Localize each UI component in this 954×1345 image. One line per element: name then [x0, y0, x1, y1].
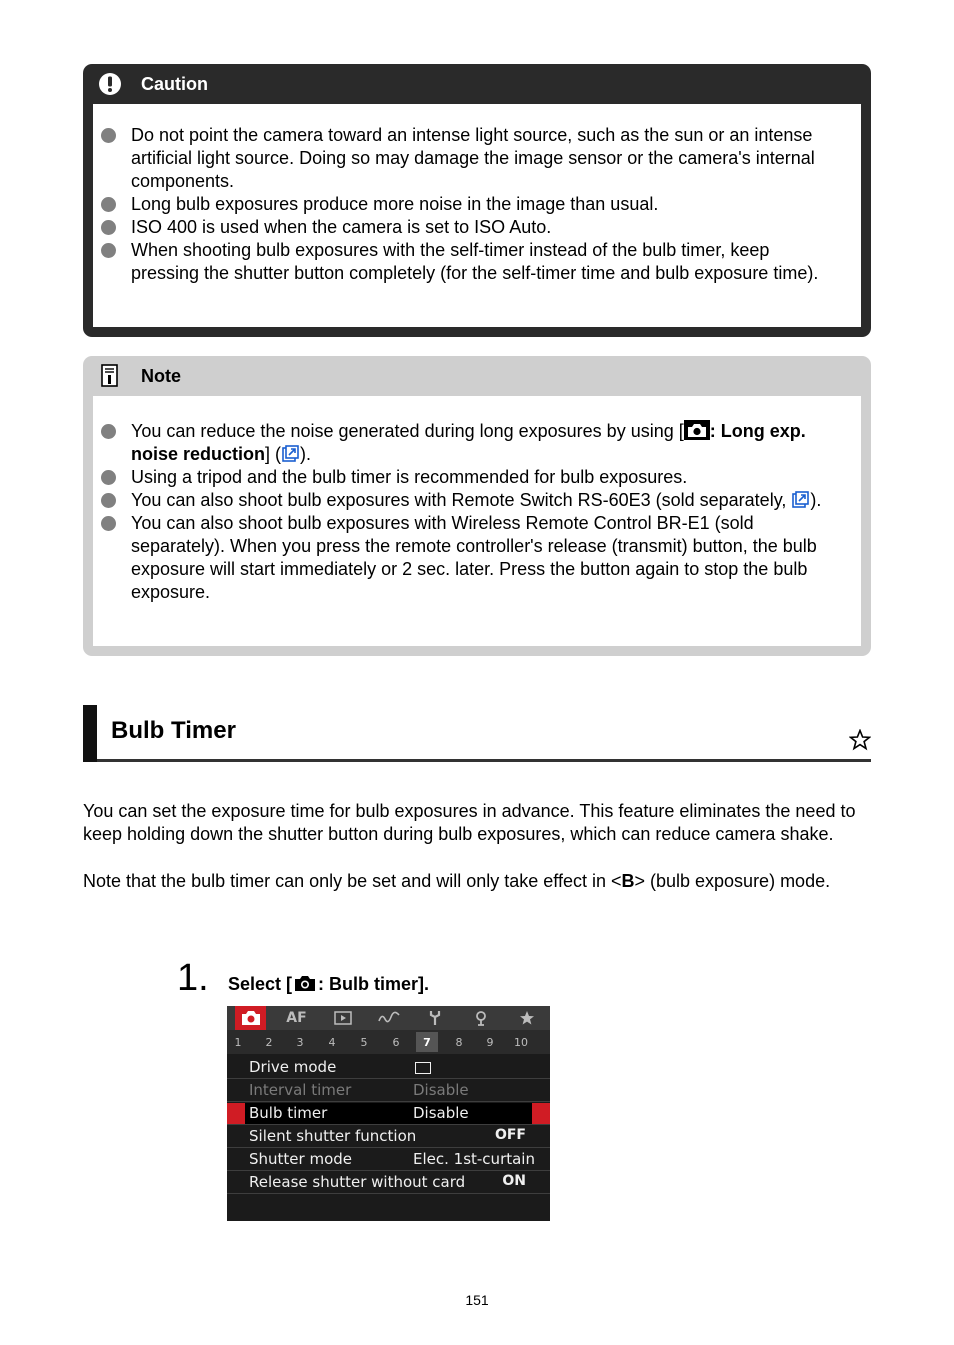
tab-playback[interactable]	[327, 1006, 358, 1030]
note-item: You can reduce the noise generated during long exposures by using [ : Long exp. noise reduction] ( ).	[93, 420, 861, 466]
step-number: 1.	[177, 957, 209, 999]
caution-icon	[97, 71, 123, 97]
link-reference-icon[interactable]	[282, 445, 299, 462]
menu-row-bulb-timer[interactable]: Bulb timer Disable	[227, 1103, 550, 1125]
wrench-icon	[428, 1010, 442, 1026]
memo-icon	[97, 363, 123, 389]
heading-accent-bar	[83, 705, 97, 762]
step-instruction: Select [ : Bulb timer].	[228, 974, 430, 994]
tab-setup[interactable]	[419, 1006, 450, 1030]
note-item: You can also shoot bulb exposures with Remote Switch RS-60E3 (sold separately, ).	[93, 489, 861, 512]
camera-menu-screen	[227, 1006, 550, 1221]
caution-body	[93, 104, 861, 327]
bulb-mode-note: Note that the bulb timer can only be set and will only take effect in <B> (bulb exposure) mode.	[83, 871, 831, 891]
star-icon	[849, 729, 871, 751]
note-title: Note	[141, 365, 181, 386]
page-tab-active[interactable]: 7	[416, 1032, 438, 1052]
tab-af[interactable]: AF	[286, 1010, 307, 1026]
note-item: Using a tripod and the bulb timer is recommended for bulb exposures.	[93, 466, 861, 489]
page-tab[interactable]: 5	[360, 1035, 368, 1049]
tab-wireless[interactable]	[373, 1006, 404, 1030]
star-icon	[519, 1010, 535, 1026]
camera-icon	[241, 1010, 261, 1026]
menu-row-release-without-card[interactable]: Release shutter without card ON	[227, 1172, 550, 1194]
page-tab[interactable]: 4	[328, 1035, 336, 1049]
heading-underline	[97, 759, 871, 762]
camera-icon	[292, 973, 318, 993]
page-tab[interactable]: 3	[296, 1035, 304, 1049]
menu-row-drive-mode[interactable]: Drive mode	[227, 1057, 550, 1079]
page-tab[interactable]: 10	[514, 1035, 528, 1049]
note-header	[83, 356, 871, 396]
single-shot-icon	[415, 1062, 431, 1074]
page-tab[interactable]: 8	[455, 1035, 463, 1049]
page-tab[interactable]: 2	[265, 1035, 273, 1049]
menu-row-silent-shutter[interactable]: Silent shutter function OFF	[227, 1126, 550, 1148]
page-tab[interactable]: 6	[392, 1035, 400, 1049]
caution-item: Do not point the camera toward an intense light source, such as the sun or an intense artificial light source. Doing so may damage the image sensor or the camera's internal components.	[93, 124, 861, 193]
caution-item: When shooting bulb exposures with the self-timer instead of the bulb timer, keep pressing the shutter button completely (for the self-timer time and bulb exposure time).	[93, 239, 861, 285]
caution-item: Long bulb exposures produce more noise in the image than usual.	[93, 193, 861, 216]
caution-title: Caution	[141, 73, 208, 94]
intro-paragraph: You can set the exposure time for bulb exposures in advance. This feature eliminates the need to keep holding down the shutter button during bulb exposures, which can reduce camera shake.	[83, 801, 856, 844]
custom-function-icon	[473, 1010, 489, 1026]
page-tab[interactable]: 1	[234, 1035, 242, 1049]
menu-tab-bar	[227, 1006, 550, 1030]
caution-item: ISO 400 is used when the camera is set to ISO Auto.	[93, 216, 861, 239]
menu-row-interval-timer: Interval timer Disable	[227, 1080, 550, 1102]
page-number: 151	[465, 1292, 489, 1308]
caution-box	[83, 64, 871, 337]
note-body	[93, 396, 861, 646]
link-reference-icon[interactable]	[792, 491, 809, 508]
tab-my-menu[interactable]	[511, 1006, 542, 1030]
section-title: Bulb Timer	[111, 717, 236, 744]
note-item: You can also shoot bulb exposures with Wireless Remote Control BR-E1 (sold separately). When you press the remote controller's release (transmit) button, the bulb exposure will start immediately or 2 sec. later. Press the button again to stop the bulb exposure.	[93, 512, 861, 604]
tab-shooting[interactable]	[235, 1006, 266, 1030]
camera-icon	[684, 420, 710, 440]
page-tab[interactable]: 9	[486, 1035, 494, 1049]
caution-header	[83, 64, 871, 104]
wireless-icon	[378, 1011, 400, 1025]
playback-icon	[334, 1011, 352, 1025]
menu-row-shutter-mode[interactable]: Shutter mode Elec. 1st-curtain	[227, 1149, 550, 1171]
note-box	[83, 356, 871, 656]
menu-page-bar	[227, 1030, 550, 1054]
tab-custom-functions[interactable]	[465, 1006, 496, 1030]
